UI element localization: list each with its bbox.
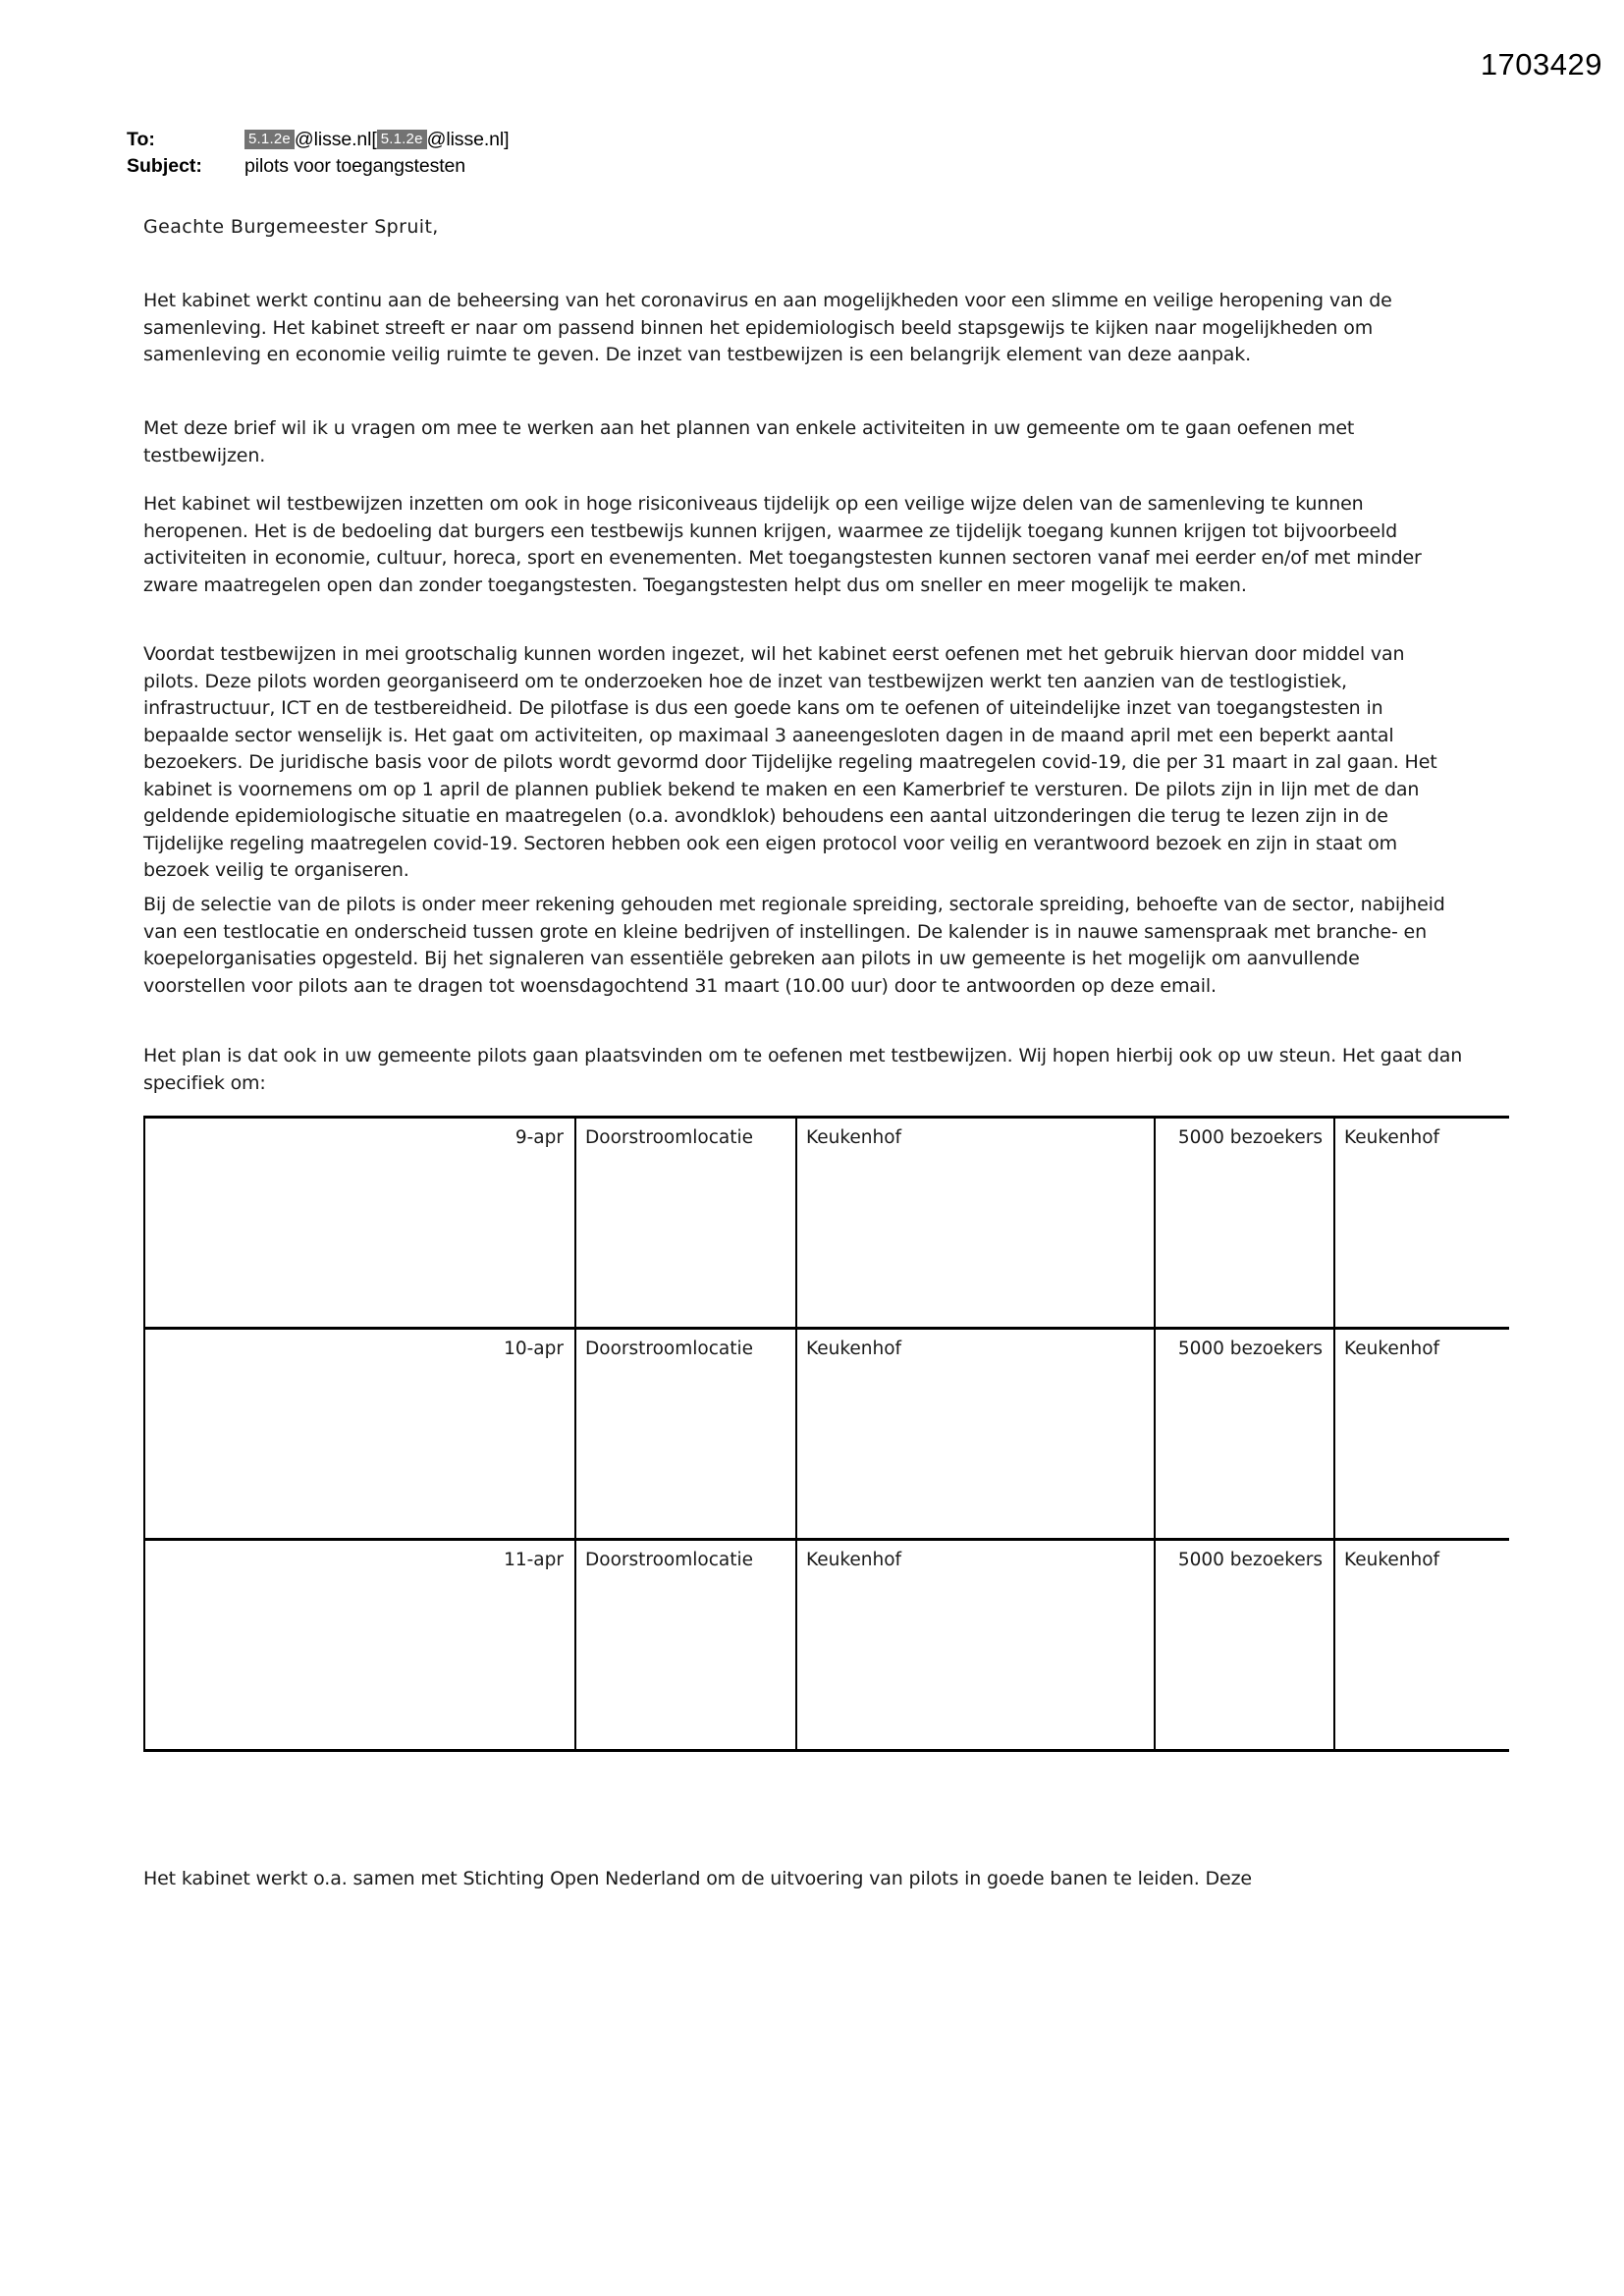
cell-date: 11-apr bbox=[144, 1540, 575, 1751]
table-row bbox=[144, 1329, 1509, 1540]
to-label: To: bbox=[127, 129, 155, 150]
paragraph-5: Bij de selectie van de pilots is onder meer rekening gehouden met regionale spreiding, sectorale spreiding, behoefte van de sector, nabijheid van een testlocatie en onderscheid tussen grote en kleine bedrijven of instellingen. De kalender is in nauwe samenspraak met branche- en koepelorganisaties opgesteld. Bij het signaleren van essentiële gebreken aan pilots in uw gemeente is het mogelijk om aanvullende voorstellen voor pilots aan te dragen tot woensdagochtend 31 maart (10.00 uur) door te antwoorden op deze email. bbox=[143, 894, 1445, 997]
cell-place: Keukenhof bbox=[796, 1540, 1155, 1751]
cell-capacity: 5000 bezoekers bbox=[1155, 1329, 1334, 1540]
table-row bbox=[144, 1540, 1509, 1751]
paragraph-6: Het plan is dat ook in uw gemeente pilots gaan plaatsvinden om te oefenen met testbewijzen. Wij hopen hierbij ook op uw steun. Het gaat dan specifiek om: bbox=[143, 1045, 1463, 1094]
salutation: Geachte Burgemeester Spruit, bbox=[143, 216, 439, 238]
redaction-box-2: 5.1.2e bbox=[377, 130, 427, 149]
paragraph-2: Met deze brief wil ik u vragen om mee te werken aan het plannen van enkele activiteiten in uw gemeente om te gaan oefenen met testbewijzen. bbox=[143, 417, 1355, 466]
subject-value: pilots voor toegangstesten bbox=[244, 155, 466, 177]
schedule-table bbox=[143, 1116, 1509, 1752]
cell-date: 9-apr bbox=[144, 1118, 575, 1329]
cell-date: 10-apr bbox=[144, 1329, 575, 1540]
document-number: 1703429 bbox=[1480, 47, 1602, 82]
cell-location: Keukenhof bbox=[1334, 1329, 1509, 1540]
cell-type: Doorstroomlocatie bbox=[575, 1540, 796, 1751]
cell-place: Keukenhof bbox=[796, 1118, 1155, 1329]
to-domain-1: @lisse.nl[ bbox=[294, 129, 377, 150]
cell-capacity: 5000 bezoekers bbox=[1155, 1540, 1334, 1751]
cell-type: Doorstroomlocatie bbox=[575, 1329, 796, 1540]
mail-header bbox=[127, 128, 1482, 181]
subject-label: Subject: bbox=[127, 155, 202, 177]
cell-location: Keukenhof bbox=[1334, 1540, 1509, 1751]
mail-header-to-row bbox=[127, 128, 1482, 152]
mail-header-subject-row bbox=[127, 154, 1482, 179]
cell-location: Keukenhof bbox=[1334, 1118, 1509, 1329]
redaction-box-1: 5.1.2e bbox=[244, 130, 295, 149]
cell-type: Doorstroomlocatie bbox=[575, 1118, 796, 1329]
table-row bbox=[144, 1118, 1509, 1329]
cell-place: Keukenhof bbox=[796, 1329, 1155, 1540]
paragraph-1: Het kabinet werkt continu aan de beheersing van het coronavirus en aan mogelijkheden voor een slimme en veilige heropening van de samenleving. Het kabinet streeft er naar om passend binnen het epidemiologisch beeld stapsgewijs te kijken naar mogelijkheden om samenleving en economie veilig ruimte te geven. De inzet van testbewijzen is een belangrijk element van deze aanpak. bbox=[143, 290, 1392, 365]
to-domain-2: @lisse.nl] bbox=[426, 129, 510, 150]
schedule-table-body bbox=[144, 1118, 1509, 1751]
paragraph-7: Het kabinet werkt o.a. samen met Stichting Open Nederland om de uitvoering van pilots in goede banen te leiden. Deze bbox=[143, 1868, 1252, 1889]
cell-capacity: 5000 bezoekers bbox=[1155, 1118, 1334, 1329]
to-value bbox=[244, 128, 509, 152]
paragraph-4: Voordat testbewijzen in mei grootschalig kunnen worden ingezet, wil het kabinet eerst oefenen met het gebruik hiervan door middel van pilots. Deze pilots worden georganiseerd om te onderzoeken hoe de inzet van testbewijzen werkt ten aanzien van de testlogistiek, infrastructuur, ICT en de testbereidheid. De pilotfase is dus een goede kans om te oefenen of uiteindelijke inzet van toegangstesten in bepaalde sector wenselijk is. Het gaat om activiteiten, op maximaal 3 aaneengesloten dagen in de maand april met een beperkt aantal bezoekers. De juridische basis voor de pilots wordt gevormd door Tijdelijke regeling maatregelen covid-19, die per 31 maart in zal gaan. Het kabinet is voornemens om op 1 april de plannen publiek bekend te maken en een Kamerbrief te versturen. De pilots zijn in lijn met de dan geldende epidemiologische situatie en maatregelen (o.a. avondklok) behoudens een aantal uitzonderingen die terug te lezen zijn in de Tijdelijke regeling maatregelen covid-19. Sectoren hebben ook een eigen protocol voor veilig en verantwoord bezoek en zijn in staat om bezoek veilig te organiseren. bbox=[143, 643, 1437, 881]
paragraph-3: Het kabinet wil testbewijzen inzetten om ook in hoge risiconiveaus tijdelijk op een veilige wijze delen van de samenleving te kunnen heropenen. Het is de bedoeling dat burgers een testbewijs kunnen krijgen, waarmee ze tijdelijk toegang kunnen krijgen tot bijvoorbeeld activiteiten in economie, cultuur, horeca, sport en evenementen. Met toegangstesten kunnen sectoren vanaf mei eerder en/of met minder zware maatregelen open dan zonder toegangstesten. Toegangstesten helpt dus om sneller en meer mogelijk te maken. bbox=[143, 493, 1422, 596]
